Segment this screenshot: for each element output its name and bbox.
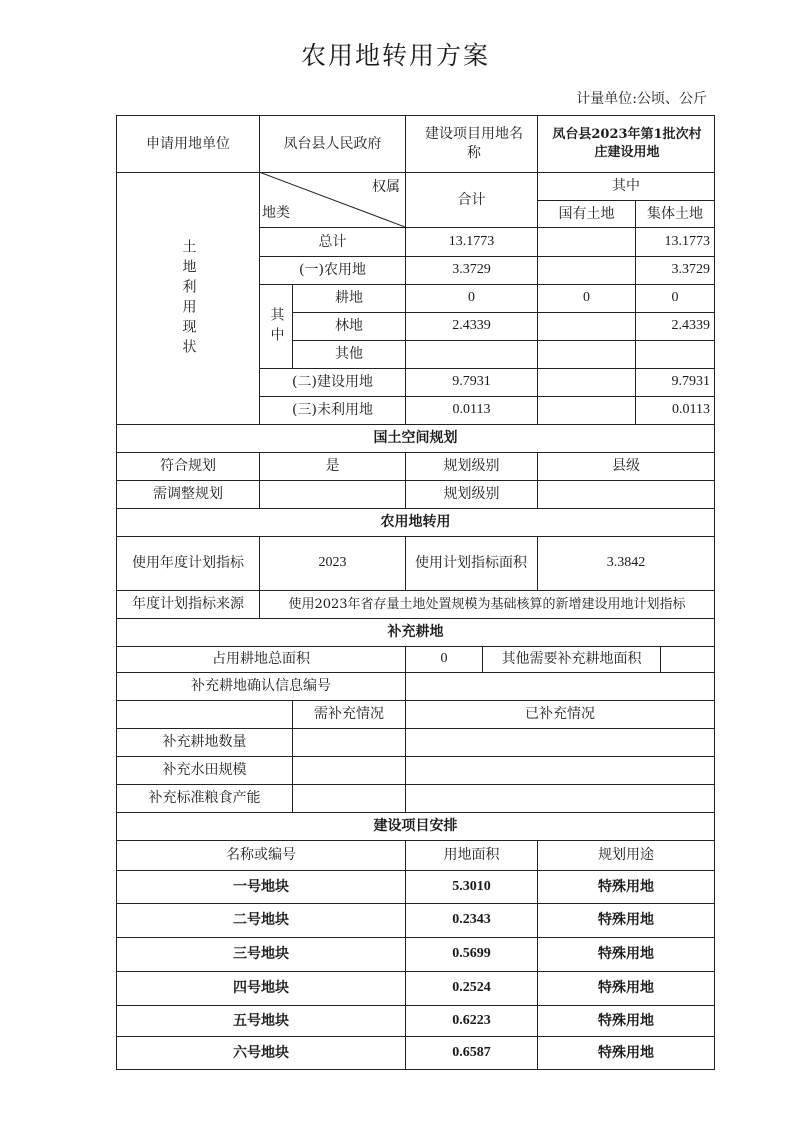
row-agri-total: 3.3729 [452,262,491,278]
project-use: 特殊用地 [598,980,654,997]
ownership-label: 权属 [372,178,400,195]
project-name: 五号地块 [233,1012,289,1029]
landtype-label: 地类 [262,204,290,221]
supp-row-done [406,757,714,784]
row-forest-state [538,313,635,340]
applicant-value: 凤台县人民政府 [283,135,382,152]
project-area: 0.2343 [452,912,491,928]
row-agri-state [538,257,635,284]
level2-label: 规划级别 [443,486,500,503]
use-col-header: 规划用途 [598,847,654,864]
row-construction-state [538,369,635,396]
planning-section-title: 国土空间规划 [373,430,458,447]
row-construction-collective: 9.7931 [671,374,710,390]
row-forest-label: 林地 [335,318,363,335]
row-forest-collective: 2.4339 [671,318,710,334]
project-name: 一号地块 [233,878,289,895]
project-use: 特殊用地 [598,1012,654,1029]
source-label: 年度计划指标来源 [132,596,244,613]
project-name: 三号地块 [233,946,289,963]
land-status-section [117,173,259,424]
row-total-total: 13.1773 [448,233,495,249]
row-arable-state: 0 [583,290,590,306]
occupied-label: 占用耕地总面积 [212,651,310,668]
supp-row-done [406,785,714,812]
other-need-label: 其他需要补充耕地面积 [501,651,642,668]
state-col-header: 国有土地 [558,205,615,222]
supplement-section-title: 补充耕地 [387,624,444,641]
done-col-header: 已补充情况 [525,706,595,723]
project-name: 四号地块 [233,980,289,997]
among-row-label: 其中 [268,306,285,347]
row-total-state [538,228,635,256]
row-agri-label: (一)农用地 [299,262,366,279]
comply-label: 符合规划 [160,458,216,475]
row-construction-label: (二)建设用地 [292,374,373,391]
row-unused-state [538,397,635,424]
row-unused-collective: 0.0113 [672,402,710,418]
among-row-section [260,285,292,368]
supp-row-need [293,757,405,784]
project-label: 建设项目用地名称 [425,126,523,161]
project-area: 0.5699 [452,946,491,962]
need-col-header: 需补充情况 [314,706,384,723]
row-unused-total: 0.0113 [452,402,491,418]
supp-row-label: 补充标准粮食产能 [148,790,261,807]
area-label: 使用计划指标面积 [415,555,527,572]
confirm-value [406,673,714,700]
projects-section-title: 建设项目安排 [373,818,458,835]
supp-row-done [406,729,714,756]
row-other-state [538,341,635,368]
row-arable-total: 0 [468,290,475,306]
project-area: 5.3010 [452,878,491,894]
occupied-value: 0 [440,651,448,667]
project-area: 0.6223 [452,1012,491,1028]
project-name: 六号地块 [233,1044,289,1061]
row-arable-collective: 0 [671,290,679,306]
land-status-label: 土地利用现状 [180,238,197,359]
page-title: 农用地转用方案 [300,41,490,70]
adjust-label: 需调整规划 [153,486,223,503]
row-total-label: 总计 [318,233,347,250]
row-other-label: 其他 [335,346,363,363]
annual-label: 使用年度计划指标 [132,555,244,572]
applicant-label: 申请用地单位 [146,135,230,152]
project-name: 二号地块 [233,912,289,929]
name-col-header: 名称或编号 [226,847,296,864]
project-area: 0.2524 [452,980,491,996]
total-col-header: 合计 [457,191,486,208]
other-need-value [661,647,714,672]
row-other-total [406,341,537,368]
level-label: 规划级别 [443,458,500,475]
level-value: 县级 [612,458,640,475]
project-use: 特殊用地 [598,1044,654,1061]
unit-note: 计量单位:公顷、公斤 [576,91,707,107]
adjust-value [260,481,405,508]
row-agri-collective: 3.3729 [671,262,710,278]
collective-col-header: 集体土地 [647,205,703,222]
level2-value [538,481,714,508]
row-forest-total: 2.4339 [452,318,491,334]
area-value: 3.3842 [606,555,646,571]
source-value: 使用2023年省存量土地处置规模为基础核算的新增建设用地计划指标 [288,596,686,612]
row-construction-total: 9.7931 [452,374,491,390]
area-col-header: 用地面积 [443,847,500,864]
project-use: 特殊用地 [598,878,654,895]
among-col-header: 其中 [612,178,640,195]
supp-row-label: 补充水田规模 [162,762,247,779]
supp-row-need [293,729,405,756]
project-use: 特殊用地 [598,946,654,963]
row-other-collective [636,341,714,368]
project-area: 0.6587 [452,1044,491,1060]
confirm-label: 补充耕地确认信息编号 [191,678,331,695]
conversion-section-title: 农用地转用 [380,514,451,531]
row-total-collective: 13.1773 [664,233,710,249]
project-value: 凤台县2023年第1批次村庄建设用地 [552,127,702,160]
supp-row-label: 补充耕地数量 [162,734,247,751]
row-unused-label: (三)未利用地 [292,402,373,419]
annual-value: 2023 [318,555,347,571]
row-arable-label: 耕地 [335,290,363,307]
project-use: 特殊用地 [598,912,654,929]
supp-row-need [293,785,405,812]
comply-value: 是 [325,458,340,475]
